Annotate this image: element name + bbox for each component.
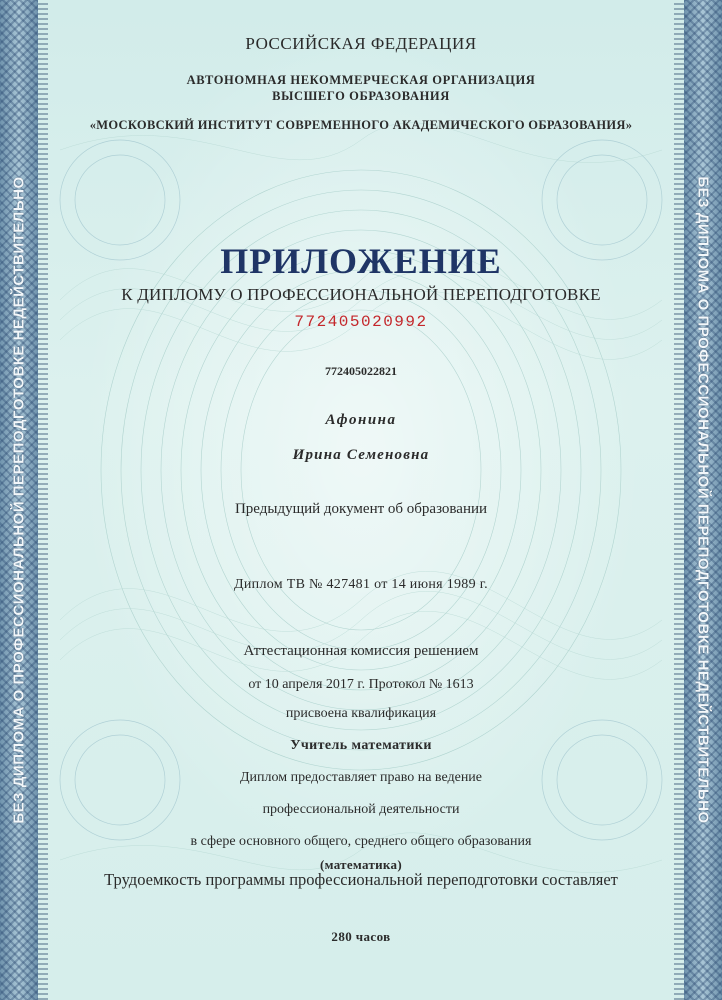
document-subtitle: К ДИПЛОМУ О ПРОФЕССИОНАЛЬНОЙ ПЕРЕПОДГОТОВКЕ <box>121 285 601 304</box>
attestation-line3: присвоена квалификация <box>285 706 437 721</box>
left-security-border <box>0 0 38 1000</box>
attestation-line2: от 10 апреля 2017 г. Протокол № 1613 <box>248 677 474 692</box>
right-inner-border <box>674 0 684 1000</box>
program-hours-value: 280 часов <box>331 929 391 944</box>
rights-line1: Диплом предоставляет право на ведение <box>239 770 483 785</box>
program-hours-label: Трудоемкость программы профессиональной переподготовки составляет <box>104 870 618 889</box>
qualification-value: Учитель математики <box>290 738 432 753</box>
organization-type-line1: АВТОНОМНАЯ НЕКОММЕРЧЕСКАЯ ОРГАНИЗАЦИЯ <box>186 73 536 87</box>
organization-type-line2: ВЫСШЕГО ОБРАЗОВАНИЯ <box>272 89 450 103</box>
rights-subject: (математика) <box>320 857 402 872</box>
country-heading: РОССИЙСКАЯ ФЕДЕРАЦИЯ <box>245 34 477 53</box>
document-title: ПРИЛОЖЕНИЕ <box>220 241 502 281</box>
attestation-line1: Аттестационная комиссия решением <box>243 643 479 659</box>
previous-document-label: Предыдущий документ об образовании <box>234 501 488 517</box>
registration-number: 772405022821 <box>325 364 397 378</box>
right-security-border <box>684 0 722 1000</box>
previous-document-value: Диплом ТВ № 427481 от 14 июня 1989 г. <box>234 577 488 592</box>
rights-line3: в сфере основного общего, среднего общего образования <box>190 834 532 849</box>
person-first-middle-name: Ирина Семеновна <box>292 447 430 463</box>
rights-line2: профессиональной деятельности <box>262 802 460 817</box>
diploma-number: 772405020992 <box>294 313 428 331</box>
left-border-text: БЕЗ ДИПЛОМА О ПРОФЕССИОНАЛЬНОЙ ПЕРЕПОДГОТОВКЕ НЕДЕЙСТВИТЕЛЬНО <box>10 176 28 824</box>
right-border-text: БЕЗ ДИПЛОМА О ПРОФЕССИОНАЛЬНОЙ ПЕРЕПОДГОТОВКЕ НЕДЕЙСТВИТЕЛЬНО <box>694 176 712 824</box>
left-inner-border <box>38 0 48 1000</box>
institute-name: «МОСКОВСКИЙ ИНСТИТУТ СОВРЕМЕННОГО АКАДЕМИЧЕСКОГО ОБРАЗОВАНИЯ» <box>89 118 633 132</box>
person-last-name: Афонина <box>325 412 397 428</box>
